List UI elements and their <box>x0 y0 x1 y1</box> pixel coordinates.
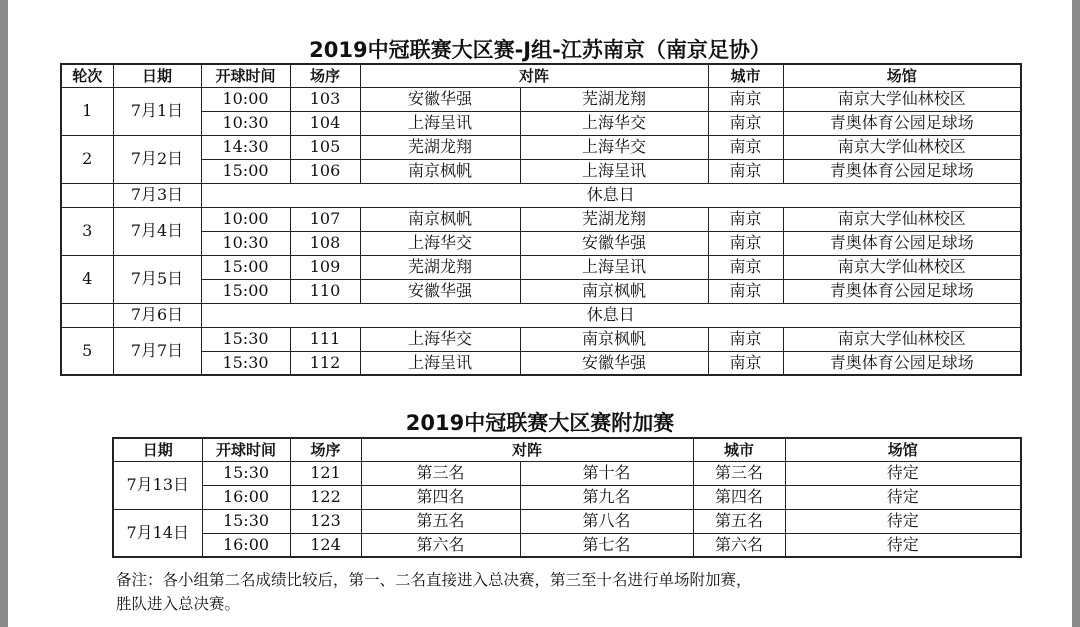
kickoff-time: 10:30 <box>201 111 290 135</box>
match-date: 7月1日 <box>113 87 201 135</box>
away-team: 上海呈讯 <box>520 159 708 183</box>
venue: 青奥体育公园足球场 <box>783 279 1021 303</box>
playoff-title: 2019中冠联赛大区赛附加赛 <box>405 411 675 435</box>
header-round: 轮次 <box>61 64 113 87</box>
header-city: 城市 <box>693 438 785 461</box>
group-schedule-table <box>60 63 1022 376</box>
table-row <box>113 485 1021 509</box>
table-row <box>113 533 1021 557</box>
header-matchup: 对阵 <box>360 64 708 87</box>
table-row <box>61 87 1021 111</box>
header-city: 城市 <box>708 64 783 87</box>
away-team: 芜湖龙翔 <box>520 207 708 231</box>
table-row <box>61 135 1021 159</box>
match-number: 107 <box>290 207 360 231</box>
away-team: 安徽华强 <box>520 231 708 255</box>
table-row <box>61 207 1021 231</box>
city: 南京 <box>708 207 783 231</box>
venue: 南京大学仙林校区 <box>783 255 1021 279</box>
away-team: 第七名 <box>520 533 693 557</box>
rest-day-label: 休息日 <box>201 183 1021 207</box>
home-team: 第六名 <box>361 533 520 557</box>
home-team: 南京枫帆 <box>360 207 520 231</box>
header-venue: 场馆 <box>785 438 1021 461</box>
venue: 待定 <box>785 533 1021 557</box>
away-team: 第十名 <box>520 461 693 485</box>
city: 第三名 <box>693 461 785 485</box>
table-header-row <box>113 438 1021 461</box>
schedule-title: 2019中冠联赛大区赛-J组-江苏南京（南京足协） <box>309 38 771 62</box>
match-number: 104 <box>290 111 360 135</box>
header-date: 日期 <box>113 438 202 461</box>
rest-day-row <box>61 183 1021 207</box>
city: 南京 <box>708 231 783 255</box>
away-team: 南京枫帆 <box>520 327 708 351</box>
match-number: 106 <box>290 159 360 183</box>
header-kickoff: 开球时间 <box>202 438 290 461</box>
match-number: 109 <box>290 255 360 279</box>
footnote-line-2: 胜队进入总决赛。 <box>116 595 241 613</box>
table-row <box>113 509 1021 533</box>
away-team: 第九名 <box>520 485 693 509</box>
venue: 待定 <box>785 461 1021 485</box>
city: 第五名 <box>693 509 785 533</box>
match-number: 122 <box>290 485 361 509</box>
header-matchup: 对阵 <box>361 438 693 461</box>
table-row <box>113 461 1021 485</box>
round-number: 5 <box>61 327 113 375</box>
header-match-no: 场序 <box>290 64 360 87</box>
kickoff-time: 10:30 <box>201 231 290 255</box>
header-kickoff: 开球时间 <box>201 64 290 87</box>
home-team: 上海华交 <box>360 327 520 351</box>
match-date: 7月6日 <box>113 303 201 327</box>
away-team: 南京枫帆 <box>520 279 708 303</box>
venue: 南京大学仙林校区 <box>783 87 1021 111</box>
header-match-no: 场序 <box>290 438 361 461</box>
city: 南京 <box>708 351 783 375</box>
rest-day-row <box>61 303 1021 327</box>
match-number: 103 <box>290 87 360 111</box>
match-number: 110 <box>290 279 360 303</box>
match-number: 111 <box>290 327 360 351</box>
venue: 待定 <box>785 509 1021 533</box>
venue: 南京大学仙林校区 <box>783 327 1021 351</box>
city: 南京 <box>708 111 783 135</box>
table-row <box>61 279 1021 303</box>
table-row <box>61 351 1021 375</box>
document-page <box>8 0 1072 627</box>
match-date: 7月14日 <box>113 509 202 557</box>
round-number: 2 <box>61 135 113 183</box>
kickoff-time: 15:30 <box>202 461 290 485</box>
away-team: 上海华交 <box>520 135 708 159</box>
home-team: 上海华交 <box>360 231 520 255</box>
kickoff-time: 15:00 <box>201 255 290 279</box>
table-row <box>61 111 1021 135</box>
match-date: 7月5日 <box>113 255 201 303</box>
venue: 南京大学仙林校区 <box>783 207 1021 231</box>
home-team: 南京枫帆 <box>360 159 520 183</box>
match-date: 7月7日 <box>113 327 201 375</box>
footnote <box>116 568 1016 616</box>
kickoff-time: 15:30 <box>201 351 290 375</box>
table-row <box>61 159 1021 183</box>
playoff-schedule-body <box>113 461 1021 557</box>
match-date: 7月4日 <box>113 207 201 255</box>
city: 南京 <box>708 327 783 351</box>
playoff-schedule-table <box>112 437 1022 558</box>
kickoff-time: 15:00 <box>201 279 290 303</box>
home-team: 芜湖龙翔 <box>360 135 520 159</box>
group-schedule-body <box>61 87 1021 375</box>
empty-round-cell <box>61 303 113 327</box>
table-row <box>61 327 1021 351</box>
header-date: 日期 <box>113 64 201 87</box>
empty-round-cell <box>61 183 113 207</box>
city: 南京 <box>708 279 783 303</box>
kickoff-time: 15:30 <box>201 327 290 351</box>
city: 南京 <box>708 255 783 279</box>
city: 南京 <box>708 135 783 159</box>
match-number: 112 <box>290 351 360 375</box>
footnote-line-1: 备注：各小组第二名成绩比较后，第一、二名直接进入总决赛，第三至十名进行单场附加赛， <box>116 571 752 589</box>
venue: 青奥体育公园足球场 <box>783 111 1021 135</box>
venue: 青奥体育公园足球场 <box>783 351 1021 375</box>
home-team: 上海呈讯 <box>360 111 520 135</box>
match-number: 105 <box>290 135 360 159</box>
match-date: 7月3日 <box>113 183 201 207</box>
table-header-row <box>61 64 1021 87</box>
home-team: 第五名 <box>361 509 520 533</box>
kickoff-time: 10:00 <box>201 87 290 111</box>
away-team: 上海呈讯 <box>520 255 708 279</box>
match-number: 108 <box>290 231 360 255</box>
city: 第四名 <box>693 485 785 509</box>
venue: 南京大学仙林校区 <box>783 135 1021 159</box>
rest-day-label: 休息日 <box>201 303 1021 327</box>
match-number: 123 <box>290 509 361 533</box>
kickoff-time: 14:30 <box>201 135 290 159</box>
round-number: 3 <box>61 207 113 255</box>
match-date: 7月2日 <box>113 135 201 183</box>
home-team: 第三名 <box>361 461 520 485</box>
away-team: 第八名 <box>520 509 693 533</box>
home-team: 第四名 <box>361 485 520 509</box>
venue: 青奥体育公园足球场 <box>783 159 1021 183</box>
match-number: 124 <box>290 533 361 557</box>
round-number: 4 <box>61 255 113 303</box>
city: 南京 <box>708 87 783 111</box>
round-number: 1 <box>61 87 113 135</box>
away-team: 芜湖龙翔 <box>520 87 708 111</box>
venue: 待定 <box>785 485 1021 509</box>
table-row <box>61 255 1021 279</box>
venue: 青奥体育公园足球场 <box>783 231 1021 255</box>
city: 第六名 <box>693 533 785 557</box>
kickoff-time: 15:30 <box>202 509 290 533</box>
away-team: 上海华交 <box>520 111 708 135</box>
header-venue: 场馆 <box>783 64 1021 87</box>
kickoff-time: 10:00 <box>201 207 290 231</box>
match-date: 7月13日 <box>113 461 202 509</box>
city: 南京 <box>708 159 783 183</box>
home-team: 安徽华强 <box>360 279 520 303</box>
table-row <box>61 231 1021 255</box>
kickoff-time: 15:00 <box>201 159 290 183</box>
kickoff-time: 16:00 <box>202 533 290 557</box>
away-team: 安徽华强 <box>520 351 708 375</box>
kickoff-time: 16:00 <box>202 485 290 509</box>
home-team: 上海呈讯 <box>360 351 520 375</box>
home-team: 芜湖龙翔 <box>360 255 520 279</box>
match-number: 121 <box>290 461 361 485</box>
home-team: 安徽华强 <box>360 87 520 111</box>
